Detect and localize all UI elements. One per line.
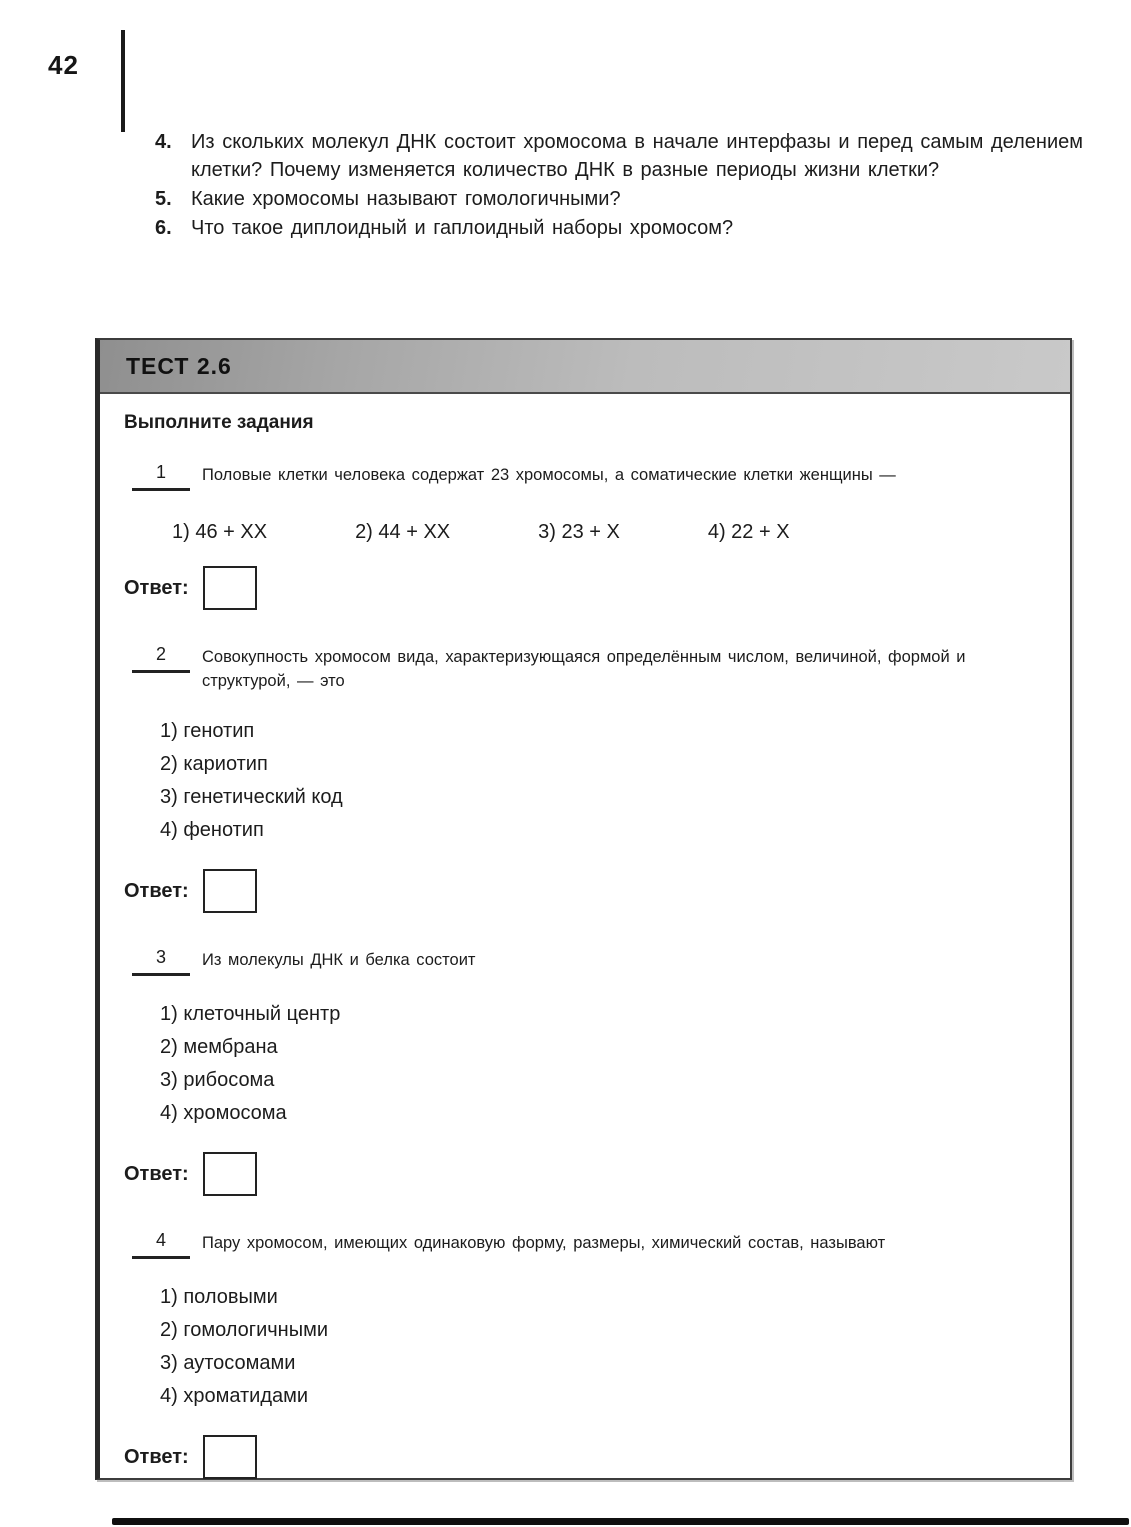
answer-row (124, 869, 1040, 913)
intro-question-number: 4. (155, 131, 172, 153)
test-question-2 (124, 644, 1040, 913)
question-number: 1 (132, 462, 190, 491)
option-2: 2) 44 + XX (355, 521, 451, 543)
page-header (48, 30, 125, 132)
option-1: 1) половыми (160, 1286, 278, 1308)
test-question-4 (124, 1230, 1040, 1479)
option-3: 3) рибосома (160, 1069, 275, 1091)
page-number: 42 (48, 50, 79, 80)
answer-label: Ответ: (124, 1445, 189, 1468)
page-bottom-scan-line (112, 1518, 1129, 1525)
option-1: 1) 46 + XX (172, 521, 268, 543)
option-2: 2) мембрана (160, 1036, 278, 1058)
option-1: 1) клеточный центр (160, 1003, 341, 1025)
question-number: 3 (132, 947, 190, 976)
intro-question-4 (155, 128, 1083, 184)
option-3: 3) аутосомами (160, 1352, 296, 1374)
answer-label: Ответ: (124, 576, 189, 599)
test-title: ТЕСТ 2.6 (126, 352, 232, 379)
test-question-1 (124, 462, 1040, 610)
intro-question-text: Что такое диплоидный и гаплоидный наборы хромосом? (191, 217, 734, 239)
options (172, 521, 1040, 544)
test-subtitle: Выполните задания (124, 412, 314, 433)
answer-row (124, 1152, 1040, 1196)
answer-label: Ответ: (124, 1162, 189, 1185)
question-text: Из молекулы ДНК и белка состоит (202, 951, 476, 969)
options (160, 1281, 1040, 1413)
intro-question-number: 5. (155, 188, 172, 210)
question-text: Совокупность хромосом вида, характеризующаяся определённым числом, величиной, формой и структурой, — это (202, 648, 966, 690)
option-3: 3) 23 + X (538, 521, 620, 543)
answer-box (203, 1435, 257, 1479)
intro-question-5 (155, 185, 1083, 213)
test-question-3 (124, 947, 1040, 1196)
option-3: 3) генетический код (160, 786, 343, 808)
option-4: 4) фенотип (160, 819, 264, 841)
option-4: 4) 22 + X (707, 521, 790, 543)
options (160, 715, 1040, 847)
answer-box (203, 1152, 257, 1196)
answer-box (203, 869, 257, 913)
intro-question-number: 6. (155, 217, 172, 239)
question-number: 4 (132, 1230, 190, 1259)
intro-question-6 (155, 214, 1083, 242)
page-number-divider (121, 30, 125, 132)
option-1: 1) генотип (160, 720, 255, 742)
intro-questions (155, 128, 1083, 243)
answer-box (203, 566, 257, 610)
option-2: 2) кариотип (160, 753, 268, 775)
question-text: Пару хромосом, имеющих одинаковую форму, размеры, химический состав, называют (202, 1234, 886, 1252)
option-4: 4) хромосома (160, 1102, 287, 1124)
question-number: 2 (132, 644, 190, 673)
answer-row (124, 566, 1040, 610)
test-box (95, 338, 1072, 1480)
test-body (100, 394, 1070, 1479)
question-text: Половые клетки человека содержат 23 хромосомы, а соматические клетки женщины — (202, 466, 896, 484)
intro-question-text: Из скольких молекул ДНК состоит хромосома в начале интерфазы и перед самым делением клетки? Почему изменяется количество ДНК в разные периоды жизни клетки? (191, 131, 1083, 181)
answer-label: Ответ: (124, 879, 189, 902)
option-2: 2) гомологичными (160, 1319, 328, 1341)
test-header (100, 340, 1070, 394)
answer-row (124, 1435, 1040, 1479)
option-4: 4) хроматидами (160, 1385, 309, 1407)
options (160, 998, 1040, 1130)
intro-question-text: Какие хромосомы называют гомологичными? (191, 188, 621, 210)
